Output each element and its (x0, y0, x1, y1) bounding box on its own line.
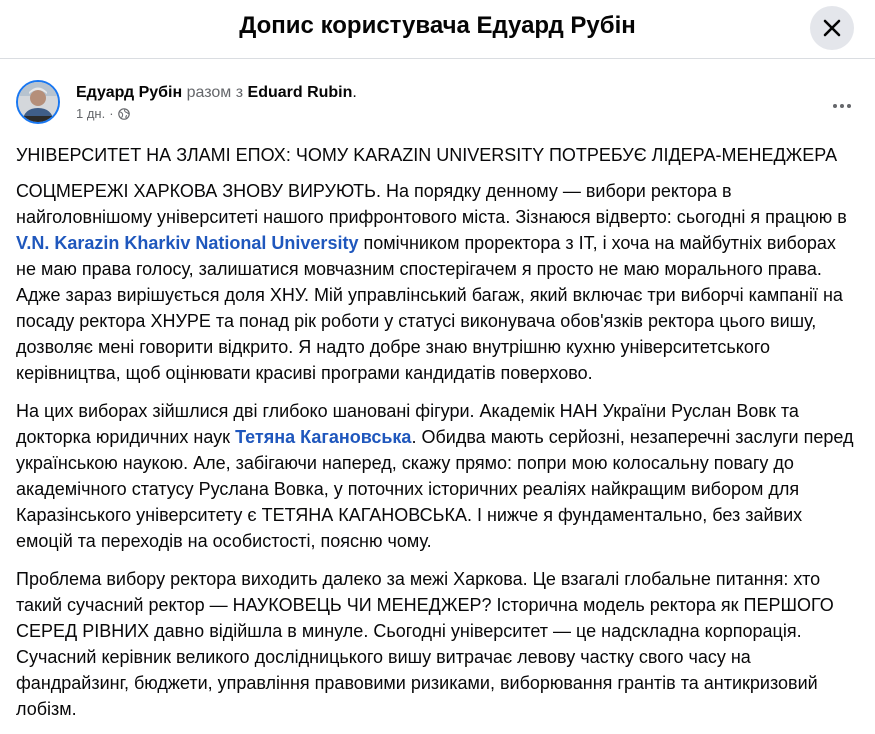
more-options-button[interactable] (826, 90, 858, 122)
with-text: разом з (186, 84, 244, 101)
paragraph-2 (16, 398, 859, 554)
avatar[interactable] (16, 80, 60, 124)
paragraph-2-start: На цих виборах зійшлися дві глибоко шановані фігури. Академік НАН України Руслан Вовк та докторка юридичних наук (16, 401, 799, 447)
close-button[interactable] (810, 6, 854, 50)
more-dots-icon (832, 103, 852, 109)
globe-icon[interactable] (118, 108, 130, 120)
paragraph-1-end: помічником проректора з IT, і хоча на майбутніх виборах не маю права голосу, залишатися мовчазним спостерігачем я просто не маю морального права. Адже зараз вирішується доля ХНУ. Мій управлінський багаж, який включає три виборчі кампанії на посаду ректора ХНУРЕ та понад рік роботи у статусі виконувача обов'язків ректора цього вишу, дозволяє мені говорити відкрито. Я надто добре знаю внутрішню кухню університетського керівництва, щоб оцінювати красиві програми кандидатів поверхово. (16, 233, 843, 383)
dialog-title: Допис користувача Едуард Рубін (239, 12, 636, 39)
author-name[interactable]: Едуард Рубін (76, 84, 183, 101)
close-icon (822, 18, 842, 38)
avatar-image (18, 82, 58, 122)
post-headline: УНІВЕРСИТЕТ НА ЗЛАМІ ЕПОХ: ЧОМУ KARAZIN UNIVERSITY ПОТРЕБУЄ ЛІДЕРА-МЕНЕДЖЕРА (16, 145, 838, 165)
paragraph-1-start: СОЦМЕРЕЖІ ХАРКОВА ЗНОВУ ВИРУЮТЬ. На порядку денному — вибори ректора в найголовнішому університеті нашого прифронтового міста. Зізнаюся відверто: сьогодні я працюю в (16, 181, 847, 227)
dialog-header (0, 0, 875, 59)
post-meta (76, 84, 357, 121)
profile-link-kahanovska[interactable]: Тетяна Кагановська (235, 427, 412, 447)
separator: · (109, 106, 114, 121)
period: . (352, 84, 357, 101)
paragraph-2-end: . Обидва мають серйозні, незаперечні заслуги перед українською наукою. Але, забігаючи наперед, скажу прямо: попри мою колосальну повагу до академічного статусу Руслана Вовка, у поточних історичних реаліях найкращим вибором для Каразінського університету є ТЕТЯНА КАГАНОВСЬКА. І нижче я фундаментально, без зайвих емоцій та переходів на особистості, поясню чому. (16, 427, 854, 551)
post-content (16, 142, 859, 734)
tagged-person[interactable]: Eduard Rubin (247, 84, 353, 101)
page-link-karazin[interactable]: V.N. Karazin Kharkiv National University (16, 233, 359, 253)
paragraph-1 (16, 178, 859, 386)
paragraph-3: Проблема вибору ректора виходить далеко за межі Харкова. Це взагалі глобальне питання: хто такий сучасний ректор — НАУКОВЕЦЬ ЧИ МЕНЕДЖЕР? Історична модель ректора як ПЕРШОГО СЕРЕД РІВНИХ давно відійшла в минуле. Сьогодні університет — це надскладна корпорація. Сучасний керівник великого дослідницького вишу витрачає левову частку свого часу на фандрайзинг, бюджети, управління правовими ризиками, виборювання грантів та антикризовий лобізм. (16, 569, 834, 719)
post-time[interactable]: 1 дн. (76, 106, 106, 121)
post-header (16, 80, 861, 130)
